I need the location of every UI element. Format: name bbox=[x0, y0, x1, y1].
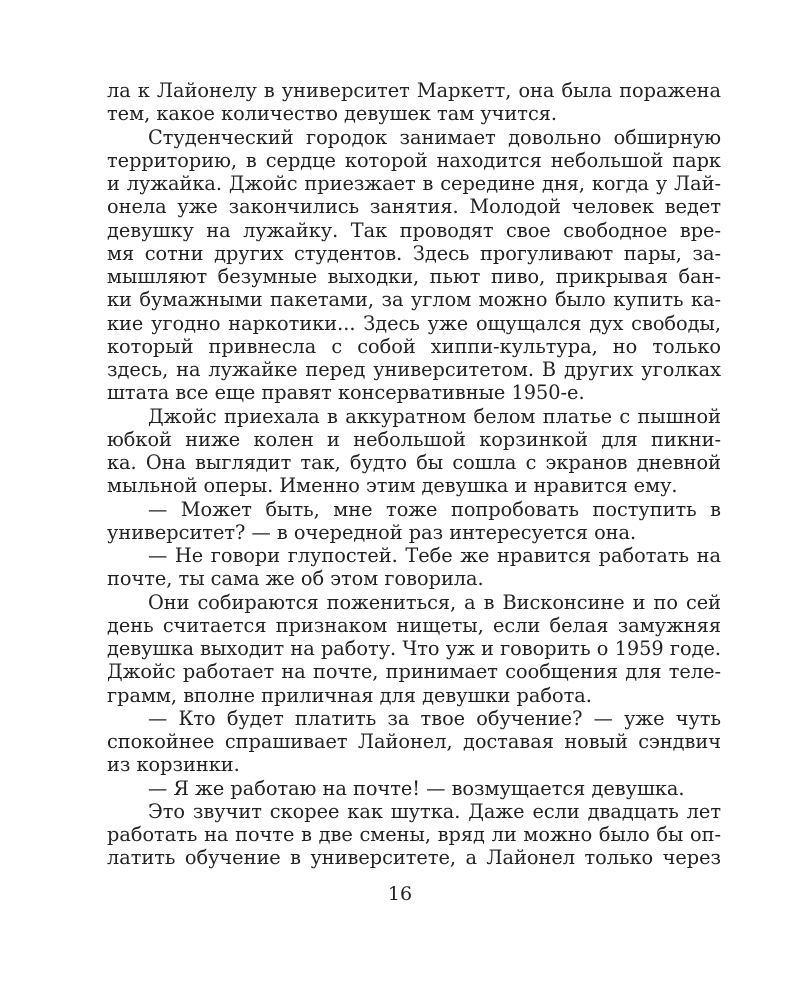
text-line: здесь, на лужайке перед университетом. В других уголках bbox=[107, 358, 721, 381]
text-line: — Может быть, мне тоже попробовать поступить в bbox=[148, 497, 721, 521]
text-line: и лужайка. Джойс приезжает в середине дня, когда у Лай- bbox=[107, 172, 721, 195]
text-line: мышляют безумные выходки, пьют пиво, прикрывая бан- bbox=[107, 265, 721, 288]
text-line: Они собираются пожениться, а в Висконсине и по сей bbox=[148, 590, 721, 614]
text-line: Джойс приехала в аккуратном белом платье с пышной bbox=[148, 404, 721, 428]
text-line: девушку на лужайку. Так проводят свое свободное вре- bbox=[107, 218, 721, 242]
page-number: 16 bbox=[387, 883, 413, 905]
text-line: грамм, вполне приличная для девушки работа. bbox=[107, 683, 592, 707]
text-line: латить обучение в университете, а Лайонел только через bbox=[107, 846, 721, 870]
text-line: территорию, в сердце которой находится небольшой парк bbox=[107, 148, 721, 172]
text-line: спокойнее спрашивает Лайонел, доставая новый сэндвич bbox=[107, 730, 721, 753]
book-page-text bbox=[107, 79, 721, 870]
text-line: из корзинки. bbox=[107, 753, 240, 777]
text-line: тем, какое количество девушек там учится. bbox=[107, 102, 558, 126]
text-line: ла к Лайонелу в университет Маркетт, она была поражена bbox=[107, 79, 721, 102]
text-line: — Я же работаю на почте! — возмущается девушка. bbox=[148, 776, 685, 800]
text-line: — Кто будет платить за твое обучение? — уже чуть bbox=[148, 706, 721, 730]
text-line: работать на почте в две смены, вряд ли можно было бы оп- bbox=[107, 823, 721, 846]
text-line: девушка выходит на работу. Что уж и говорить о 1959 годе. bbox=[107, 637, 721, 660]
text-line: Джойс работает на почте, принимает сообщения для теле- bbox=[107, 660, 721, 684]
text-line: ка. Она выглядит так, будто бы сошла с экранов дневной bbox=[107, 451, 721, 474]
text-line: который привнесла с собой хиппи-культура, но только bbox=[107, 334, 721, 358]
text-line: — Не говори глупостей. Тебе же нравится работать на bbox=[148, 544, 721, 567]
text-line: мя сотни других студентов. Здесь прогуливают пары, за- bbox=[107, 241, 721, 265]
text-line: кие угодно наркотики... Здесь уже ощущался дух свободы, bbox=[107, 311, 721, 335]
text-line: штата все еще правят консервативные 1950-е. bbox=[107, 381, 585, 405]
text-line: мыльной оперы. Именно этим девушка и нравится ему. bbox=[107, 474, 678, 498]
text-line: университет? — в очередной раз интересуется она. bbox=[107, 520, 637, 544]
text-line: юбкой ниже колен и небольшой корзинкой для пикни- bbox=[107, 427, 721, 451]
text-line: онела уже закончились занятия. Молодой человек ведет bbox=[107, 195, 721, 219]
text-line: Это звучит скорее как шутка. Даже если двадцать лет bbox=[148, 799, 721, 823]
text-line: Студенческий городок занимает довольно обширную bbox=[148, 125, 721, 149]
text-line: день считается признаком нищеты, если белая замужняя bbox=[107, 613, 721, 637]
text-line: ки бумажными пакетами, за углом можно было купить ка- bbox=[107, 288, 721, 312]
text-line: почте, ты сама же об этом говорила. bbox=[107, 567, 484, 591]
